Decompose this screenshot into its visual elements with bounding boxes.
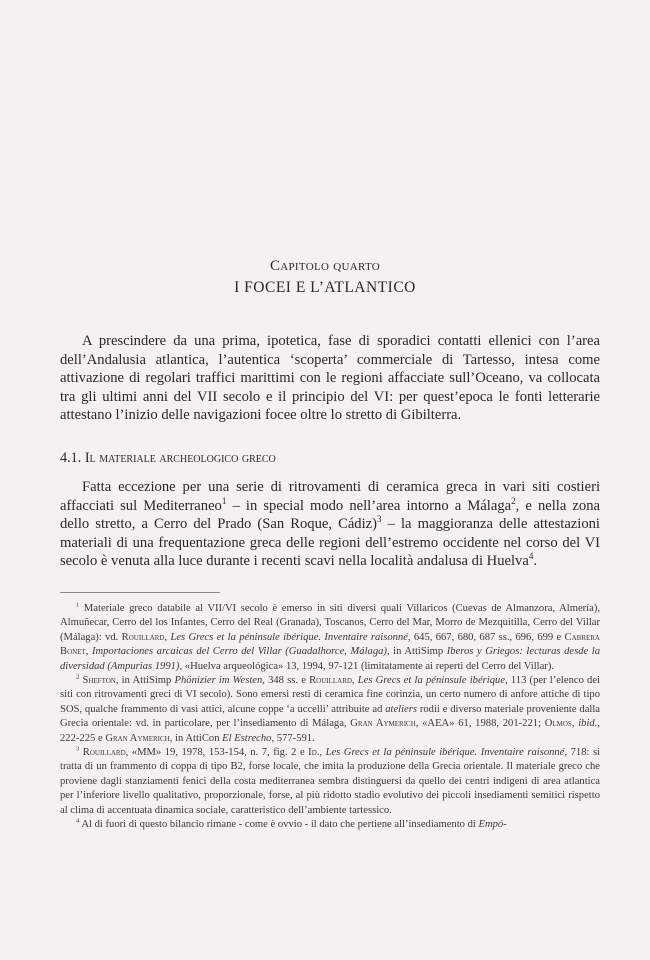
section-paragraph (60, 478, 600, 571)
work-title: Iberos y Griegos: lecturas desde la diversidad (Ampurias 1991) (60, 646, 601, 672)
footnote-text: , 645, 667, 680, 687 ss., 696, 699 e (407, 631, 565, 643)
author-name: Id. (308, 747, 320, 759)
footnote-text: , in AttiSimp (115, 675, 175, 687)
footnote-ref-1: 1 (221, 495, 227, 506)
footnote-number: 3 (76, 745, 80, 753)
footnote-text: , 113 (per l’elenco dei siti con ritrovamenti greci di VI secolo). Sono emersi resti di ceramica fine corinzia, un certo numero di anfore attiche di tipo SOS, qualche frammento di vasi attici, alcune coppe ‘a uccelli’ attribuite ad (60, 675, 600, 715)
footnote-text: , «AEA» 61, 1988, 201-221; (415, 718, 545, 730)
work-title: Les Grecs et la péninsule ibérique. Inventaire raisonné (170, 631, 408, 643)
footnote-text: , 577-591. (271, 732, 315, 744)
footnote-4 (60, 818, 600, 832)
footnote-text: , (571, 718, 579, 730)
author-name: Rouillard (121, 631, 165, 643)
chapter-label: Capitolo quarto (269, 258, 381, 274)
footnote-text: , 222-225 e (60, 718, 600, 744)
footnote-2 (60, 674, 600, 746)
section-number: 4.1. (60, 450, 82, 466)
footnote-number: 4 (76, 817, 80, 825)
work-title: Importaciones arcaicas del Cerro del Villar (Guadalhorce, Málaga) (91, 646, 387, 658)
footnote-3 (60, 746, 600, 818)
author-name: Shefton (82, 675, 116, 687)
section-title: Il materiale archeologico greco (84, 450, 276, 466)
footnote-ref-3: 3 (377, 514, 382, 525)
footnote-text: , 348 ss. e (262, 675, 310, 687)
footnote-text: Al di fuori di questo bilancio rimane - come è ovvio - il dato che pertiene all’insediamento di (81, 819, 479, 831)
work-title: Les Grecs et la péninsule ibérique. Inventaire raisonné (325, 747, 565, 759)
footnote-text: , «Huelva arqueológica» 13, 1994, 97-121 (limitatamente ai reperti del Cerro del Villar). (179, 660, 555, 672)
paragraph-text: – la maggioranza delle attestazioni materiali di una frequentazione greca delle regioni dell’estremo occidente nel corso del VI secolo è venuta alla luce durante i recenti scavi nella località andalusa di Huelva (60, 516, 600, 569)
footnote-text: , «MM» 19, 1978, 153-154, n. 7, fig. 2 e (125, 747, 309, 759)
work-title: ibid. (578, 718, 598, 730)
author-name: Rouillard (82, 747, 126, 759)
chapter-title: I FOCEI E L’ATLANTICO (234, 279, 416, 296)
footnote-text: , 718: si tratta di un frammento di coppa di tipo B2, forse locale, che imita la produzione della Grecia orientale. Il materiale greco che proviene dagli stanziamenti fenici della costa mediterranea sembra distinguersi da quello dei centri indigeni di area atlantica per l’inferiore livello qualitativo, proporzionale, forse, al più ridotto stadio evolutivo dei piccoli insediamenti semitici rispetto al clima di accentuata dinamica sociale, caratteristico dell’ambiente tartessico. (60, 747, 601, 816)
work-title: El Estrecho (222, 732, 272, 744)
footnote-ref-2: 2 (511, 495, 516, 506)
paragraph-text: , e nella zona dello stretto, a Cerro del Prado (San Roque, Cádiz) (60, 497, 600, 532)
footnotes (60, 602, 600, 833)
author-name: Gran Aymerich (350, 718, 416, 730)
author-name: Olmos (544, 718, 572, 730)
intro-paragraph: A prescindere da una prima, ipotetica, fase di sporadici contatti ellenici con l’area dell’Andalusia atlantica, l’autentica ‘scoperta’ commerciale di Tartesso, intesa come attivazione di regolari traffici marittimi con le regioni affacciate sull’Oceano, va collocata tra gli ultimi anni del VII secolo e il principio del VI: per quest’epoca le fonti letterarie attestano l’inizio delle navigazioni focee oltre lo stretto di Gibilterra. (60, 333, 600, 423)
footnote-text: , (351, 675, 358, 687)
paragraph-text: Fatta eccezione per una serie di ritrovamenti di ceramica greca in vari siti costieri affacciati sul Mediterraneo (60, 479, 600, 514)
work-title: ateliers (385, 703, 417, 715)
footnote-text: Materiale greco databile al VII/VI secolo è emerso in siti diversi quali Villaricos (Cuevas de Almanzora, Almería), Almuñecar, Cerro del los Infantes, Cerro del Real (Granada), Toscanos, Cerro del Mar, Morro de Mezquitilla, Cerro del Villar (Málaga): vd. (60, 603, 600, 643)
footnote-text: , (319, 747, 326, 759)
footnote-text: , in AttiCon (169, 732, 223, 744)
author-name: Cabrera Bonet (60, 631, 600, 658)
work-title: Phönizier im Westen (174, 675, 263, 687)
paragraph-text: – in special modo nell’area intorno a Málaga (226, 497, 512, 514)
footnote-divider (60, 592, 220, 593)
footnote-number: 2 (76, 673, 80, 681)
paragraph-text: . (533, 553, 538, 569)
footnote-ref-4: 4 (528, 551, 534, 562)
author-name: Gran Aymerich (105, 732, 170, 744)
footnote-text: , (85, 646, 92, 658)
footnote-text: rodii e diverso materiale proveniente dalla Grecia orientale: vd. in particolare, per l’insediamento di Málaga, (60, 703, 600, 730)
work-title: Empó- (478, 819, 507, 831)
footnote-1 (60, 602, 600, 674)
author-name: Rouillard (309, 675, 352, 687)
section-heading (60, 450, 600, 467)
footnote-text: , (164, 631, 171, 643)
footnote-number: 1 (76, 601, 80, 609)
work-title: Les Grecs et la péninsule ibérique (357, 675, 506, 687)
footnote-text: , in AttiSimp (386, 646, 447, 658)
